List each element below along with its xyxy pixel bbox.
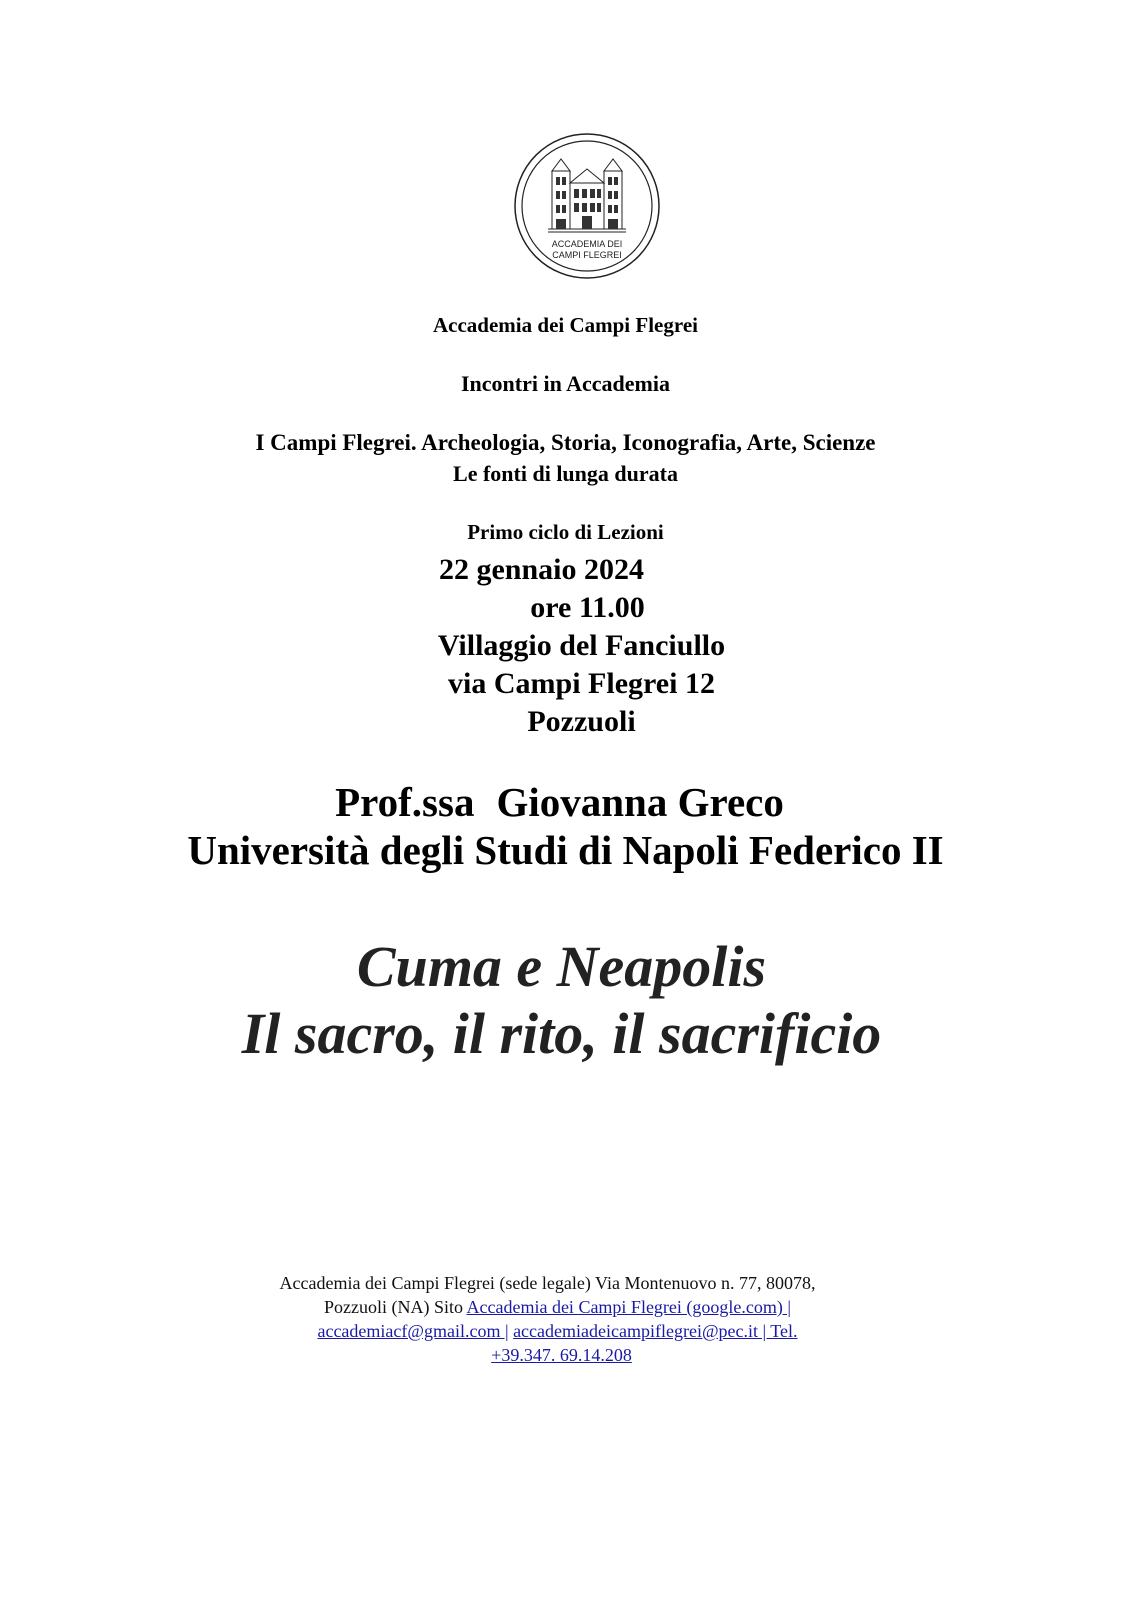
footer-email-line bbox=[0, 1321, 1123, 1342]
organization-name: Accademia dei Campi Flegrei bbox=[433, 313, 698, 337]
svg-text:CAMPI FLEGREI: CAMPI FLEGREI bbox=[552, 250, 622, 260]
academy-seal-logo bbox=[512, 131, 662, 281]
series-title: Incontri in Accademia bbox=[461, 371, 670, 396]
pec-link[interactable]: accademiadeicampiflegrei@pec.it | Tel. bbox=[513, 1321, 798, 1341]
speaker-affiliation: Università degli Studi di Napoli Federico II bbox=[187, 827, 944, 873]
speaker-title: Prof.ssa bbox=[335, 779, 475, 825]
speaker-name: Giovanna Greco bbox=[496, 779, 784, 825]
event-street: via Campi Flegrei 12 bbox=[448, 667, 715, 700]
footer-phone-line bbox=[0, 1345, 1127, 1366]
event-city: Pozzuoli bbox=[527, 705, 636, 738]
svg-text:ACCADEMIA DEI: ACCADEMIA DEI bbox=[551, 239, 623, 249]
building-seal-icon bbox=[512, 131, 662, 281]
phone-link[interactable]: +39.347. 69.14.208 bbox=[491, 1345, 632, 1365]
event-venue: Villaggio del Fanciullo bbox=[437, 629, 726, 662]
event-time: ore 11.00 bbox=[530, 591, 645, 624]
footer-site-prefix: Pozzuoli (NA) Sito bbox=[324, 1297, 467, 1317]
lecture-title-line1: Cuma e Neapolis bbox=[356, 934, 767, 999]
footer-site-line bbox=[0, 1297, 1123, 1318]
topics-line: I Campi Flegrei. Archeologia, Storia, Iconografia, Arte, Scienze bbox=[255, 430, 876, 455]
speaker-line bbox=[0, 778, 1125, 826]
site-link[interactable]: Accademia dei Campi Flegrei (google.com) | bbox=[466, 1297, 791, 1317]
cycle-line: Primo ciclo di Lezioni bbox=[467, 520, 664, 544]
footer-address: Accademia dei Campi Flegrei (sede legale) Via Montenuovo n. 77, 80078, bbox=[279, 1273, 816, 1293]
email-link[interactable]: accademiacf@gmail.com | bbox=[317, 1321, 509, 1341]
event-date: 22 gennaio 2024 bbox=[438, 553, 645, 586]
subtitle-line: Le fonti di lunga durata bbox=[453, 461, 678, 486]
lecture-title-line2: Il sacro, il rito, il sacrificio bbox=[241, 1001, 882, 1066]
